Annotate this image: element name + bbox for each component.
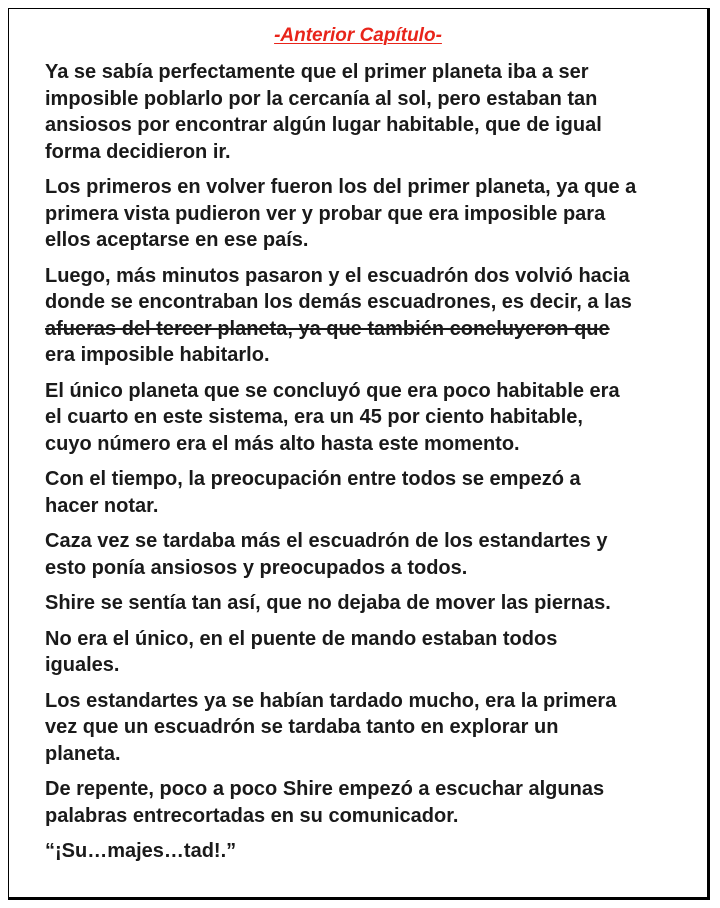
- paragraph: [45, 776, 695, 829]
- paragraph: [45, 838, 695, 865]
- text-line: El único planeta que se concluyó que era poco habitable era: [45, 379, 620, 402]
- text-line: el cuarto en este sistema, era un 45 por ciento habitable,: [45, 406, 583, 428]
- text-line: Ya se sabía perfectamente que el primer planeta iba a ser: [45, 61, 589, 83]
- paragraph: [45, 528, 695, 581]
- text-line: Shire se sentía tan así, que no dejaba de mover las piernas.: [45, 592, 611, 614]
- paragraph: [45, 263, 695, 369]
- text-line: era imposible habitarlo.: [45, 344, 270, 366]
- text-line: Los primeros en volver fueron los del primer planeta, ya que a: [45, 176, 637, 198]
- paragraph: [45, 378, 695, 458]
- text-line: Con el tiempo, la preocupación entre todos se empezó a: [45, 468, 581, 490]
- text-line: esto ponía ansiosos y preocupados a todos.: [45, 556, 468, 579]
- text-line: “¡Su…majes…tad!.”: [45, 840, 237, 862]
- document-page: [8, 8, 710, 900]
- paragraph: [45, 466, 695, 519]
- paragraph: [45, 174, 695, 254]
- text-line: hacer notar.: [45, 494, 159, 517]
- chapter-title: -Anterior Capítulo-: [274, 25, 442, 46]
- paragraph: [45, 590, 695, 617]
- text-line: Luego, más minutos pasaron y el escuadrón dos volvió hacia: [45, 264, 630, 287]
- text-line: De repente, poco a poco Shire empezó a escuchar algunas: [45, 778, 605, 800]
- text-line: palabras entrecortadas en su comunicador.: [45, 804, 459, 827]
- text-line: forma decidieron ir.: [45, 140, 231, 163]
- text-line: planeta.: [45, 742, 121, 765]
- paragraph: [45, 688, 695, 768]
- text-line: cuyo número era el más alto hasta este momento.: [45, 432, 520, 455]
- text-line: ansiosos por encontrar algún lugar habitable, que de igual: [45, 114, 602, 136]
- text-line: Caza vez se tardaba más el escuadrón de los estandartes y: [45, 530, 608, 552]
- document-body: [45, 59, 695, 874]
- text-line: No era el único, en el puente de mando estaban todos: [45, 627, 558, 650]
- text-line: ellos aceptarse en ese país.: [45, 229, 309, 251]
- text-line: imposible poblarlo por la cercanía al sol, pero estaban tan: [45, 87, 598, 110]
- text-line: primera vista pudieron ver y probar que era imposible para: [45, 202, 606, 225]
- text-line: donde se encontraban los demás escuadrones, es decir, a las: [45, 291, 632, 313]
- text-line: vez que un escuadrón se tardaba tanto en explorar un: [45, 716, 559, 738]
- text-line: Los estandartes ya se habían tardado mucho, era la primera: [45, 689, 617, 712]
- text-line: iguales.: [45, 654, 120, 676]
- struck-text-line: afueras del tercer planeta, ya que también concluyeron que: [45, 317, 610, 340]
- paragraph: [45, 59, 695, 165]
- paragraph: [45, 626, 695, 679]
